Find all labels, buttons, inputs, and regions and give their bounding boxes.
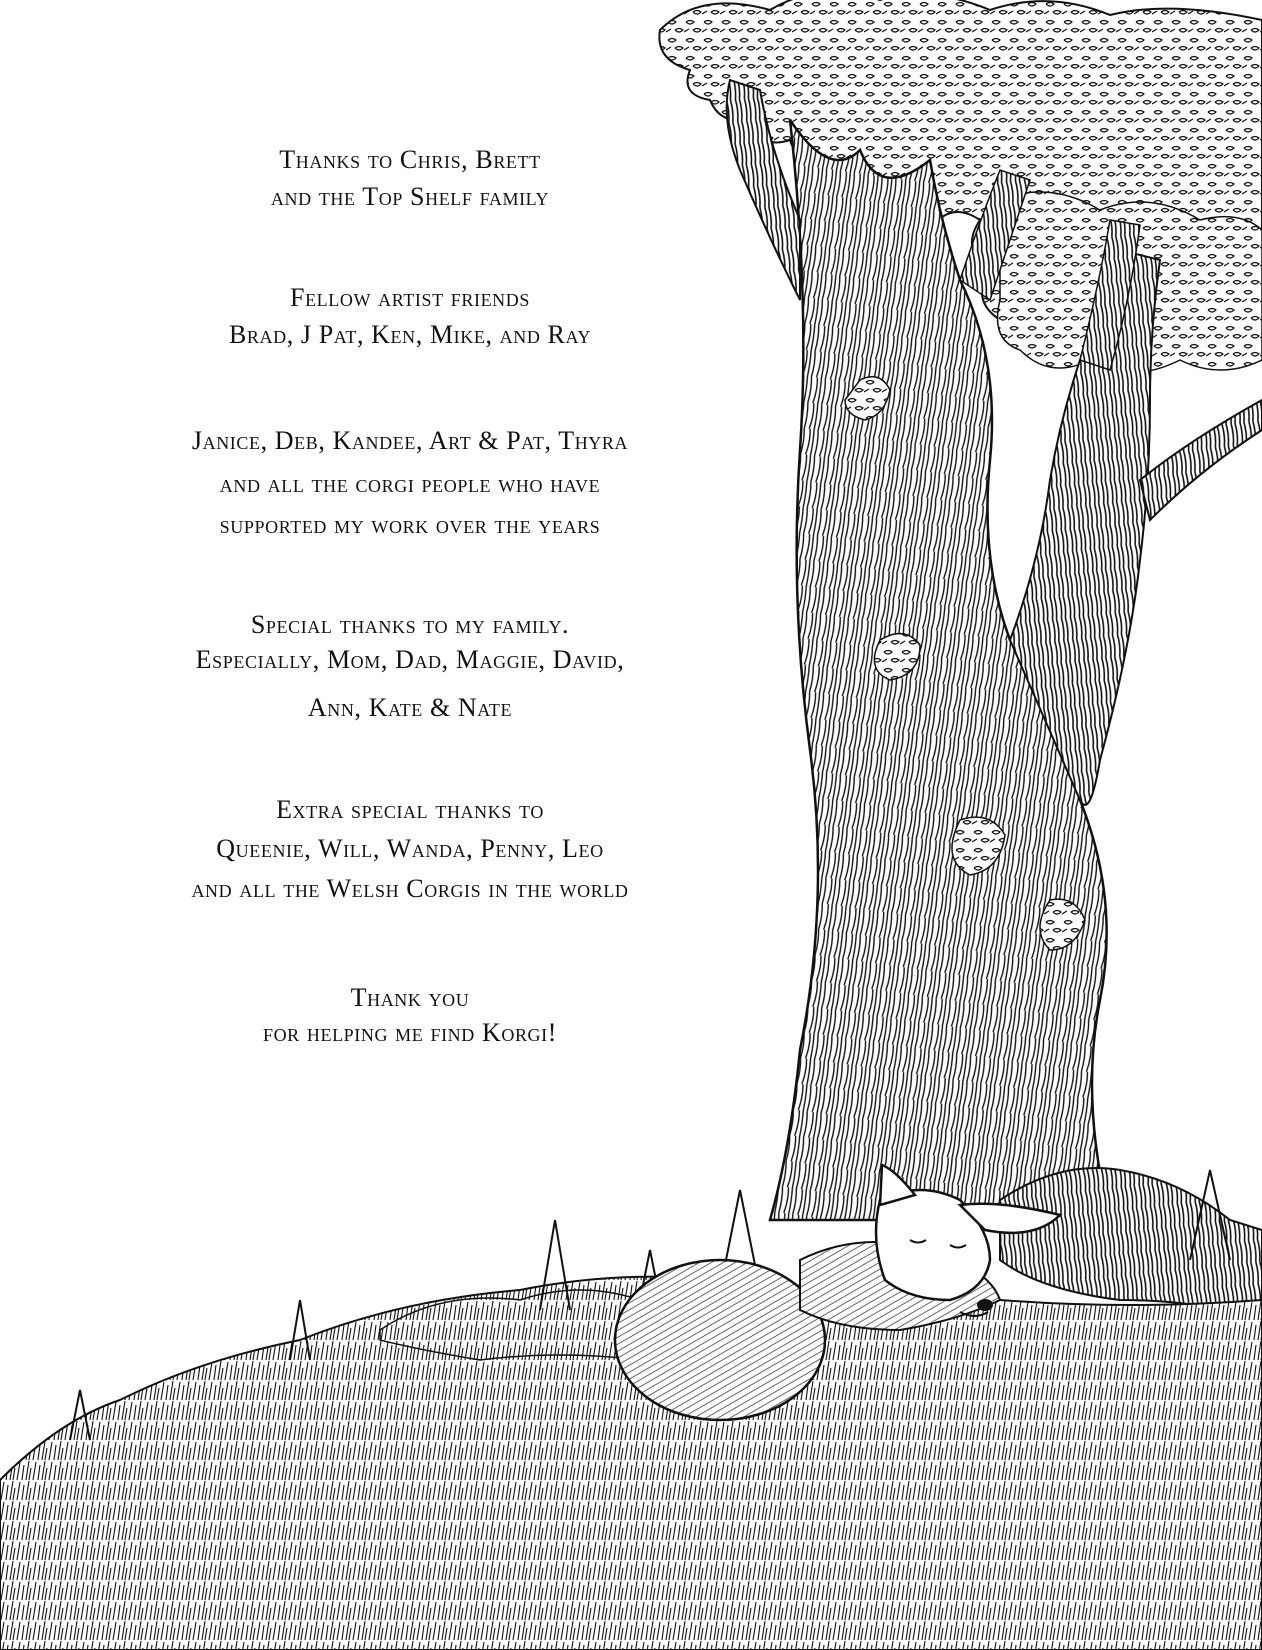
- credit-line: Special thanks to my family.: [250, 610, 570, 639]
- credit-line: and all the corgi people who have: [219, 469, 601, 498]
- credit-line: Janice, Deb, Kandee, Art & Pat, Thyra: [191, 426, 629, 455]
- credit-line: and the Top Shelf family: [270, 182, 550, 211]
- credit-line: Brad, J Pat, Ken, Mike, and Ray: [228, 320, 592, 349]
- credit-line: Especially, Mom, Dad, Maggie, David,: [195, 645, 625, 674]
- credit-line: supported my work over the years: [219, 510, 601, 539]
- credit-line: Queenie, Will, Wanda, Penny, Leo: [216, 834, 604, 863]
- credit-line: Extra special thanks to: [276, 795, 544, 824]
- credit-line: Fellow artist friends: [290, 283, 530, 312]
- credit-line: Ann, Kate & Nate: [307, 693, 513, 722]
- credit-line: Thanks to Chris, Brett: [279, 145, 541, 174]
- credit-line: and all the Welsh Corgis in the world: [191, 874, 629, 903]
- credit-line: Thank you: [350, 983, 470, 1012]
- credit-line: for helping me find Korgi!: [262, 1018, 558, 1047]
